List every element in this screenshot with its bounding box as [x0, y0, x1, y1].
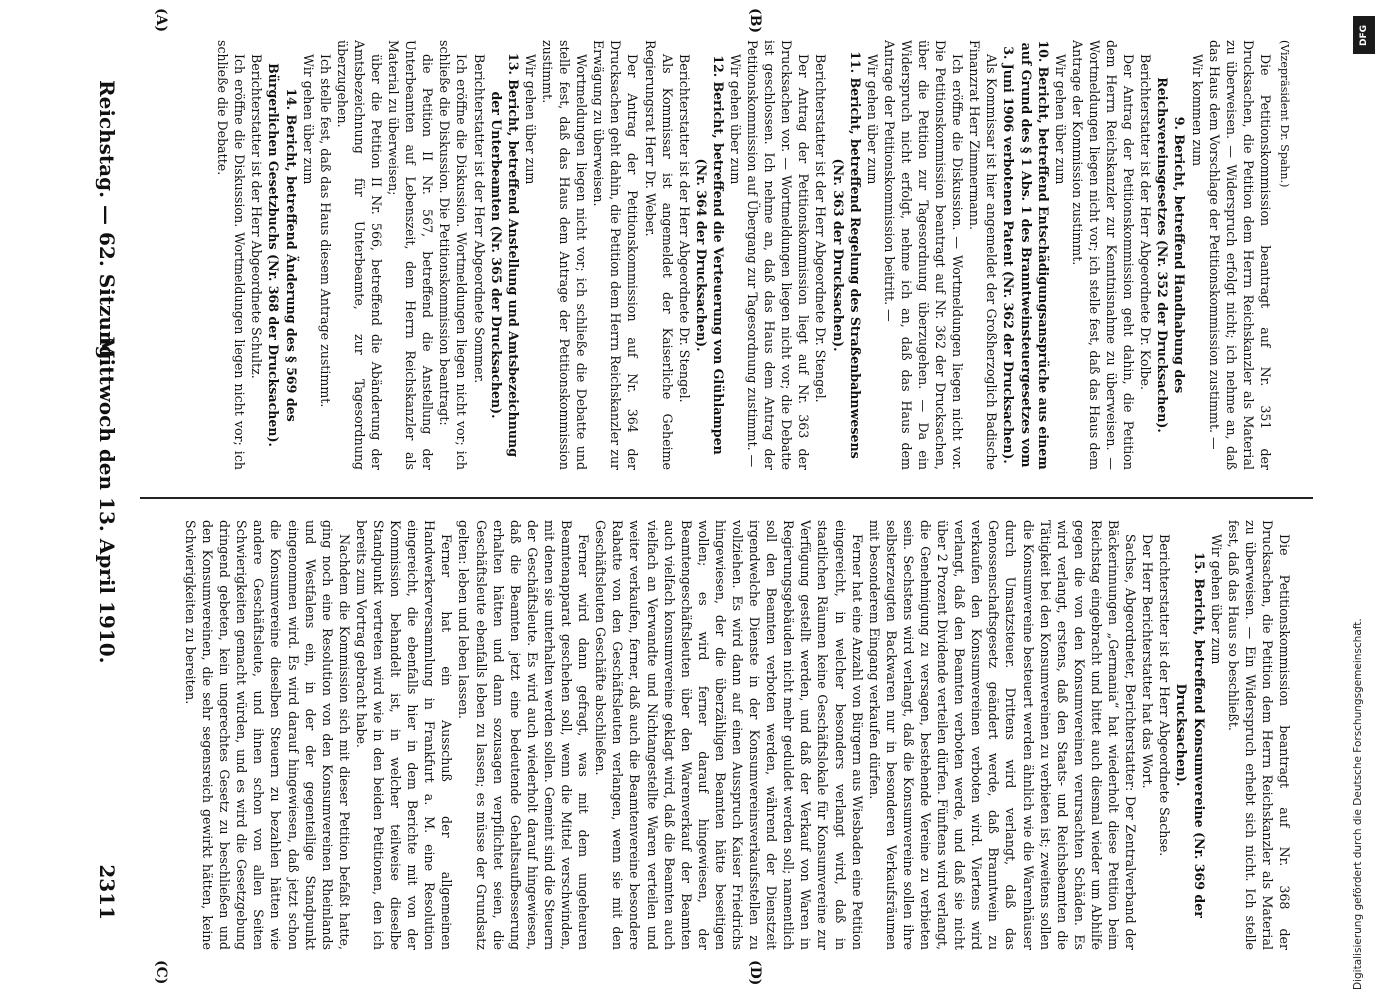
paragraph: Nachdem die Kommission sich mit dieser Petition befaßt hatte, ging noch eine Resolution von den Konsumvereinen Rheinlands und Westfalens ein, in der der gegenteilige Standpunkt eingenommen wird. Es wird darauf hingewiesen, daß jetzt schon die Konsumvereine dieselben Steuern zu bezahlen hätten wie andere Geschäftsleute, und ihnen schon von allen Seiten Schwierigkeiten gemacht würden, und es wird die Gesetzgebung dringend gebeten, kein ungerechtes Gesetz zu beschließen und den Konsumvereinen, die sehr segensreich gewirkt hätten, keine Schwierigkeiten zu bereiten. — [183, 520, 352, 950]
dfg-funding-note: Digitalisierung gefördert durch die Deutsche Forschungsgemeinschaft. — [1352, 618, 1364, 990]
margin-mark-c: (C) — [153, 960, 169, 985]
paragraph: die Petition II Nr. 567, betreffend die Anstellung der Unterbeamten auf Lebenszeit, dem Herrn Reichskanzler als Material zu überweisen; — [386, 40, 436, 470]
paragraph: Berichterstatter ist der Herr Abgeordnete Dr. Kolbe. — [1138, 54, 1154, 391]
dfg-logo: DFG — [1353, 16, 1375, 54]
header-left: Reichstag. — 62. Sitzung. — [95, 80, 119, 367]
margin-mark-a: (A) — [153, 8, 169, 33]
margin-mark-b: (B) — [747, 8, 763, 34]
paragraph: Wir gehen über zum — [522, 54, 538, 185]
paragraph: Als Kommissar ist hier angemeldet der Großherzoglich Badische Finanzrat Herr Zimmermann. — [967, 40, 1000, 470]
paragraph: Ferner hat ein Ausschuß der allgemeinen Handwerkerversammlung in Frankfurt a. M. eine Resolution eingereicht, die ebenfalls hier in dem Berichte mit von der Kommission behandelt ist, in welcher teilweise dieselbe Standpunkt vertreten wird wie in den beiden Petitionen, den ich bereits zum Vortrag gebracht habe. — [353, 520, 455, 950]
paragraph: Wir gehen über zum — [1052, 54, 1068, 185]
paragraph: Berichterstatter ist der Herr Abgeordnete Sachse. — [1157, 534, 1173, 857]
paragraph: Berichterstatter ist der Herr Abgeordnete Schultz. — [249, 54, 265, 379]
dfg-stamp — [1352, 10, 1378, 990]
paragraph: Wir gehen über zum — [728, 54, 743, 185]
paragraph: Berichterstatter ist der Herr Abgeordnete Dr. Stengel. — [676, 54, 692, 403]
paragraph: Wortmeldungen liegen nicht vor; ich schließe die Debatte und stelle fest, daß das Haus dem Antrage der Petitionskommission zustimmt. — [539, 40, 590, 470]
paragraph: über die Petition II Nr. 566, betreffend die Abänderung der Amtsbezeichnung für Unterbeamte, zur Tagesordnung überzugehen. — [334, 40, 385, 470]
report-heading: 13. Bericht, betreffend Anstellung und Amtsbezeichnung der Unterbeamten (Nr. 365 der Drucksachen). — [488, 52, 521, 458]
page-number: 2311 — [95, 864, 119, 920]
report-heading: 11. Bericht, betreffend Regelung des Straßenbahnwesens (Nr. 363 der Drucksachen). — [830, 51, 863, 459]
paragraph: Wir gehen über zum — [300, 54, 316, 185]
paragraph: Der Antrag der Petitionskommission geht dahin, die Petition dem Herrn Reichskanzler zur Kenntnisnahme zu überweisen. — Wortmeldungen liegen nicht vor; ich stelle fest, daß das Haus dem Antrage der Kommission zustimmt. — [1069, 40, 1137, 470]
left-column — [133, 40, 1293, 470]
paragraph: Sachse, Abgeordneter, Berichterstatter: Der Zentralverband der Bäckerinnungen „Germania“ hat wiederholt diese Petition beim Reichstag eingebracht und bittet auch diesmal wieder um Abhilfe gegen die von den Konsumvereinen verursachten Schäden. Es wird verlangt, erstens, daß den Staats- und Reichsbeamten die Tätigkeit bei den Konsumvereinen zu verbieten ist; zweitens sollen die Konsumvereine besteuert werden ähnlich wie die Warenhäuser durch Umsatzsteuer. Drittens wird verlangt, daß das Genossenschaftsgesetz geändert werde, daß Branntwein zu verkaufen den Konsumvereinen verboten wird. Viertens wird verlangt, daß den Beamten verboten werde, und daß sie nicht über 2 Prozent Dividende verteilen dürfen. Fünftens wird verlangt, die Genehmigung zu versagen, bestehende Vereine zu verbieten sein. Sechstens wird verlangt, daß die Konsumvereine sollen ihre selbsterzeugten Backwaren nur in besonderen Verkaufsräumen mit besonderem Eingang verkaufen dürfen. — [866, 520, 1139, 950]
report-heading: 15. Bericht, betreffend Konsumvereine (Nr. 369 der Drucksachen). — [1174, 552, 1207, 918]
paragraph: Ich eröffne die Diskussion. Wortmeldungen liegen nicht vor; ich schließe die Diskussion. Die Petitionskommission beantragt: — [437, 40, 470, 470]
paragraph: Wir gehen über zum — [1208, 534, 1224, 665]
report-heading: 12. Bericht, betreffend die Verteuerung von Glühlampen (Nr. 364 der Drucksachen). — [693, 55, 726, 455]
right-column — [133, 520, 1293, 950]
margin-mark-d: (D) — [747, 960, 763, 986]
running-header — [89, 40, 125, 960]
paragraph: Ferner wird dann gefragt, was mit dem ungeheuren Beamtenapparat geschehen soll, wenn die Mittel verschwinden, mit denen sie unterhalten werden sollen. Gemeint sind die Steuern der Geschäftsleute. Es wird auch wiederholt darauf hingewiesen, daß die Beamten jetzt eine bedeutende Gehaltsaufbesserung erhalten hätten und dann sozusagen verpflichtet seien, die Geschäftsleute ebenfalls leben zu lassen; es müsse der Grundsatz gelten: leben und leben lassen. — [456, 520, 592, 950]
paragraph: Der Antrag der Petitionskommission auf Nr. 364 der Drucksachen geht dahin, die Petition dem Herrn Reichskanzler zur Erwägung zu überweisen. — [591, 40, 641, 470]
paragraph: Wir kommen zum — [1189, 54, 1205, 167]
paragraph: Wir gehen über zum — [864, 54, 880, 185]
column-divider — [140, 497, 1313, 499]
paragraph: Die Petitionskommission beantragt auf Nr. 368 der Drucksachen, die Petition dem Herrn Reichskanzler als Material zu überweisen. — Ein Widerspruch erhebt sich nicht. Ich stelle fest, daß das Haus so beschließt. — [1225, 520, 1292, 950]
header-date: Mittwoch den 13. April 1910. — [95, 336, 119, 664]
paragraph: Ich stelle fest, daß das Haus diesem Antrage zustimmt. — [317, 54, 333, 408]
report-heading: 10. Bericht, betreffend Entschädigungsansprüche aus einem auf Grund des § 1 Abs. 1 des Branntweinsteuergesetzes vom 3. Juni 1906 verbotenen Patent (Nr. 362 der Drucksachen). — [1001, 40, 1051, 470]
paragraph: Der Herr Berichterstatter hat das Wort. — [1140, 534, 1156, 789]
paragraph: Die Petitionskommission beantragt auf Nr. 351 der Drucksachen, die Petition dem Herrn Reichskanzler als Material zu überweisen. — Widerspruch erfolgt nicht; ich nehme an, daß das Haus dem Vorschlage der Petitionskommission zustimmt. — — [1206, 40, 1273, 470]
paragraph: Berichterstatter ist der Herr Abgeordnete Sommer. — [471, 54, 487, 384]
paragraph: Der Antrag der Petitionskommission liegt auf Nr. 363 der Drucksachen vor. — Wortmeldungen liegen nicht vor; die Debatte ist geschlossen. Ich nehme an, daß das Haus dem Antrag der Petitionskommission auf Übergang zur Tagesordnung zustimmt. — — [745, 40, 812, 470]
speaker-note: (Vizepräsident Dr. Spahn.) — [1278, 40, 1291, 188]
paragraph: Berichterstatter ist der Herr Abgeordnete Dr. Stengel. — [813, 54, 829, 403]
report-heading: 9. Bericht, betreffend Handhabung des Reichsvereinsgesetzes (Nr. 352 der Drucksachen). — [1155, 77, 1188, 433]
paragraph: Ferner hat eine Anzahl von Bürgern aus Wiesbaden eine Petition eingereicht, in welcher besonders verlangt wird, daß in staatlichen Räumen keine Geschäftslokale für Konsumvereine zur Verfügung gestellt werden, und daß der Verkauf von Waren in Regierungsgebäuden nicht mehr geduldet werden soll; namentlich soll den Beamten verboten werden, während der Dienstzeit irgendwelche Dienste in der Konsumvereinsverkaufsstellen zu vollziehen. Es wird dann auf einen Ausspruch Kaiser Friedrichs hingewiesen, der die überzähligen Beamten hätte beseitigen wollen; es wird ferner darauf hingewiesen, der Beamtengeschäftsleuten über den Warenverkauf der Beamten auch vielfach konsumvereine geklagt wird, daß die Beamten auch vielfach an Verwandte und Nichtangestellte Waren verteilen und weiter verkaufen, ferner, daß auch die Beamtenvereine besondere Rabatte von den Geschäftsleuten verlangen, wenn sie mit den Geschäftsleuten Geschäfte abschließen. — [593, 520, 865, 950]
paragraph: Als Kommissar ist angemeldet der Kaiserliche Geheime Regierungsrat Herr Dr. Weber. — [642, 40, 675, 470]
paragraph: Ich eröffne die Diskussion. Wortmeldungen liegen nicht vor; ich schließe die Debatte. — [215, 40, 248, 470]
report-heading: 14. Bericht, betreffend Änderung des § 569 des Bürgerlichen Gesetzbuchs (Nr. 368 der Drucksachen). — [266, 63, 299, 447]
paragraph: Ich eröffne die Diskussion. — Wortmeldungen liegen nicht vor. Die Petitionskommission beantragt auf Nr. 362 der Drucksachen, über die Petition zur Tagesordnung überzugehen. — Da ein Widerspruch nicht erfolgt, nehme ich an, daß das Haus dem Antrage der Petitionskommission beitritt. — — [881, 40, 966, 470]
